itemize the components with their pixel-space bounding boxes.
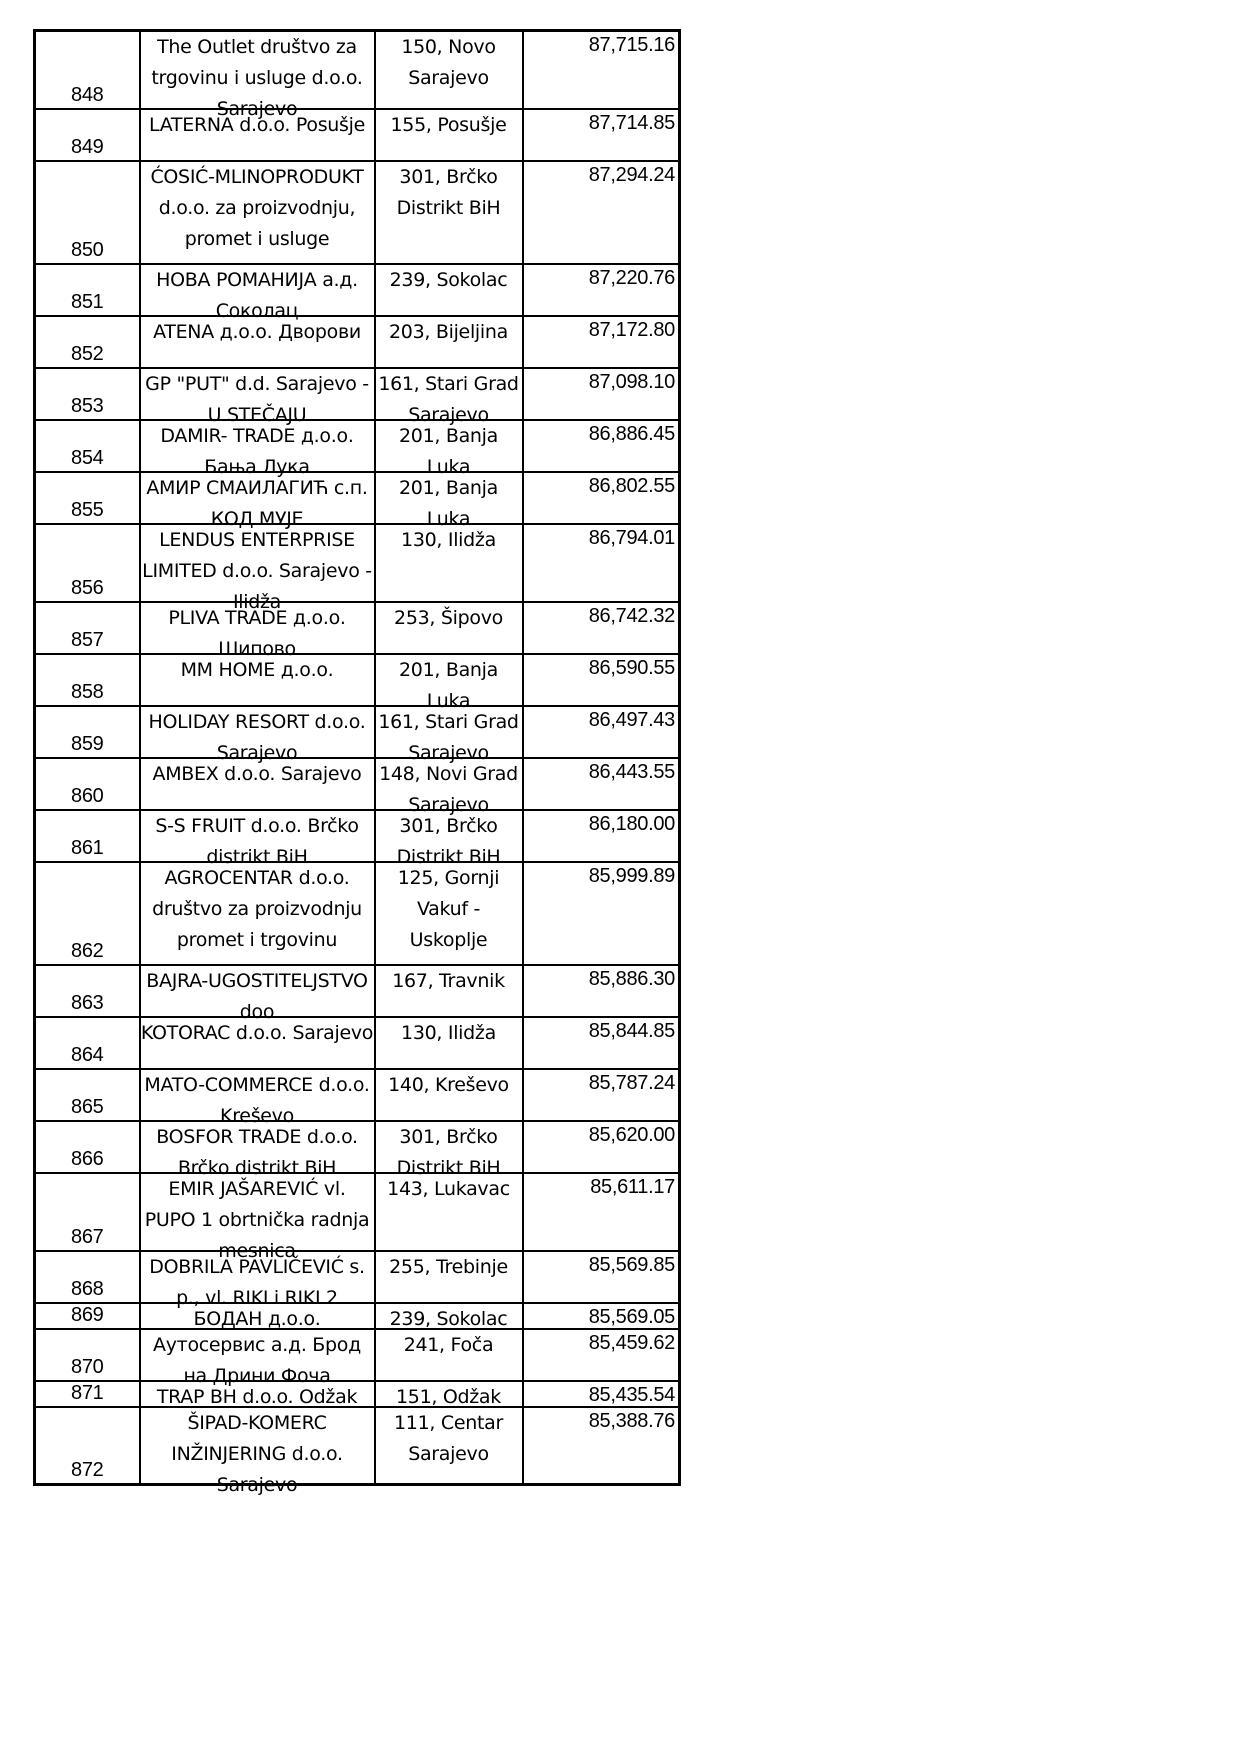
- row-number-cell: [35, 264, 140, 316]
- row-number: 864: [71, 1043, 104, 1066]
- amount: 85,844.85: [588, 1019, 675, 1042]
- table-row: [35, 965, 680, 1017]
- amount: 85,435.54: [588, 1383, 675, 1406]
- amount-cell: [523, 264, 680, 316]
- amount: 87,220.76: [588, 266, 675, 289]
- company-name-cell: [140, 654, 375, 706]
- row-number: 856: [71, 576, 104, 599]
- row-number-cell: [35, 1069, 140, 1121]
- municipality-cell: [375, 161, 523, 264]
- municipality: 151, Odžak: [396, 1385, 501, 1408]
- amount-cell: [523, 368, 680, 420]
- company-name: LATERNA d.o.o. Posušje: [148, 113, 366, 136]
- amount: 85,611.17: [590, 1175, 675, 1198]
- amount-cell: [523, 810, 680, 862]
- company-name: BAJRA-UGOSTITELJSTVO doo: [146, 969, 368, 1023]
- amount: 86,590.55: [588, 656, 675, 679]
- municipality: 155, Posušje: [390, 113, 507, 136]
- table-row: [35, 862, 680, 965]
- company-name: MM HOME д.о.о.: [180, 658, 334, 681]
- row-number: 858: [71, 680, 104, 703]
- row-number-cell: [35, 109, 140, 161]
- municipality: 111, Centar Sarajevo: [394, 1411, 503, 1465]
- amount: 86,742.32: [588, 604, 675, 627]
- municipality: 301, Brčko Distrikt BiH: [396, 1125, 501, 1179]
- company-name-cell: [140, 368, 375, 426]
- municipality: 125, Gornji Vakuf - Uskoplje: [397, 866, 500, 951]
- amount: 85,886.30: [588, 967, 675, 990]
- amount: 86,443.55: [588, 760, 675, 783]
- row-number: 849: [71, 135, 104, 158]
- amount: 87,715.16: [588, 34, 675, 56]
- company-name: The Outlet društvo za trgovinu i usluge d.o.o. Sarajevo: [151, 36, 363, 120]
- row-number: 857: [71, 628, 104, 651]
- amount-cell: [523, 420, 680, 472]
- municipality: 167, Travnik: [392, 969, 505, 992]
- row-number: 855: [71, 498, 104, 521]
- company-name-cell: [140, 161, 375, 264]
- municipality-cell: [375, 758, 523, 816]
- municipality: 201, Banja Luka: [399, 424, 498, 478]
- municipality: 255, Trebinje: [389, 1255, 508, 1278]
- table-row: [35, 316, 680, 368]
- municipality: 130, Ilidža: [401, 528, 496, 551]
- amount-cell: [523, 706, 680, 758]
- amount: 86,802.55: [588, 474, 675, 497]
- table-row: [35, 1407, 680, 1485]
- row-number-cell: [35, 420, 140, 472]
- row-number: 852: [71, 342, 104, 365]
- table-row: [35, 368, 680, 420]
- amount-cell: [523, 472, 680, 524]
- row-number-cell: [35, 654, 140, 706]
- row-number-cell: [35, 1251, 140, 1303]
- row-number-cell: [35, 1407, 140, 1485]
- company-name-cell: [140, 264, 375, 322]
- municipality-cell: [375, 1329, 523, 1381]
- row-number-cell: [35, 810, 140, 862]
- municipality-cell: [375, 420, 523, 478]
- company-name: TRAP BH d.o.o. Odžak: [156, 1385, 358, 1408]
- company-name: EMIR JAŠAREVIĆ vl. PUPO 1 obrtnička radnja mesnica: [144, 1177, 370, 1262]
- row-number-cell: [35, 758, 140, 810]
- amount: 86,886.45: [588, 422, 675, 445]
- row-number: 867: [71, 1225, 104, 1248]
- row-number-cell: [35, 1381, 140, 1407]
- amount-cell: [523, 965, 680, 1017]
- table-row: [35, 1303, 680, 1329]
- amount: 85,569.05: [588, 1305, 675, 1328]
- table-row: [35, 810, 680, 862]
- amount: 86,497.43: [588, 708, 675, 731]
- amount-cell: [523, 602, 680, 654]
- municipality-cell: [375, 1407, 523, 1485]
- row-number: 866: [71, 1147, 104, 1170]
- company-name: ŠIPAD-KOMERC INŽINJERING d.o.o. Sarajevo: [171, 1411, 343, 1496]
- company-name-cell: [140, 810, 375, 868]
- municipality-cell: [375, 31, 523, 109]
- row-number: 848: [71, 83, 104, 106]
- amount-cell: [523, 1251, 680, 1303]
- row-number-cell: [35, 161, 140, 264]
- amount: 86,180.00: [588, 812, 675, 835]
- company-name-cell: [140, 472, 375, 530]
- amount: 85,388.76: [588, 1409, 675, 1432]
- row-number-cell: [35, 1121, 140, 1173]
- municipality-cell: [375, 524, 523, 602]
- table-row: [35, 1017, 680, 1069]
- row-number: 865: [71, 1095, 104, 1118]
- municipality-cell: [375, 654, 523, 712]
- row-number: 863: [71, 991, 104, 1014]
- company-name: BOSFOR TRADE d.o.o. Brčko distrikt BiH: [156, 1125, 358, 1179]
- company-name: S-S FRUIT d.o.o. Brčko distrikt BiH: [155, 814, 359, 868]
- municipality: 253, Šipovo: [394, 606, 503, 629]
- municipality-cell: [375, 965, 523, 1017]
- company-name: KOTORAC d.o.o. Sarajevo: [140, 1021, 374, 1044]
- row-number-cell: [35, 862, 140, 965]
- row-number-cell: [35, 965, 140, 1017]
- company-name: HOLIDAY RESORT d.o.o. Sarajevo: [148, 710, 366, 764]
- row-number-cell: [35, 602, 140, 654]
- amount: 85,459.62: [588, 1331, 675, 1354]
- municipality-cell: [375, 706, 523, 764]
- municipality-cell: [375, 368, 523, 426]
- municipality: 148, Novi Grad Sarajevo: [379, 762, 518, 816]
- company-name-cell: [140, 965, 375, 1023]
- amount-cell: [523, 862, 680, 965]
- municipality: 130, Ilidža: [401, 1021, 496, 1044]
- amount: 85,787.24: [588, 1071, 675, 1094]
- amount-cell: [523, 109, 680, 161]
- company-name: БОДАН д.о.о.: [193, 1307, 321, 1330]
- company-name-cell: [140, 1069, 375, 1127]
- company-name: GP "PUT" d.d. Sarajevo - U STEČAJU: [145, 372, 369, 426]
- row-number: 870: [71, 1355, 104, 1378]
- municipality-cell: [375, 316, 523, 368]
- company-list-table: [33, 29, 681, 1496]
- company-name: LENDUS ENTERPRISE LIMITED d.o.o. Sarajevo - Ilidža: [142, 528, 372, 613]
- table-row: [35, 654, 680, 706]
- municipality-cell: [375, 862, 523, 965]
- table-row: [35, 1251, 680, 1303]
- company-name-cell: [140, 758, 375, 810]
- municipality-cell: [375, 1069, 523, 1121]
- company-name: DAMIR- TRADE д.о.о. Бања Лука: [160, 424, 354, 478]
- company-name: AMBEX d.o.o. Sarajevo: [152, 762, 362, 785]
- table-row: [35, 264, 680, 316]
- amount: 85,569.85: [588, 1253, 675, 1276]
- row-number-cell: [35, 1329, 140, 1381]
- company-name-cell: [140, 706, 375, 764]
- row-number: 869: [71, 1303, 104, 1326]
- amount-cell: [523, 316, 680, 368]
- company-name-cell: [140, 1381, 375, 1407]
- municipality: 161, Stari Grad Sarajevo: [378, 710, 519, 764]
- row-number: 872: [71, 1459, 104, 1481]
- amount-cell: [523, 1381, 680, 1407]
- municipality: 241, Foča: [403, 1333, 494, 1356]
- table-row: [35, 109, 680, 161]
- row-number: 871: [71, 1381, 104, 1404]
- table-row: [35, 420, 680, 472]
- amount-cell: [523, 1407, 680, 1485]
- municipality-cell: [375, 1251, 523, 1303]
- company-name-cell: [140, 1407, 375, 1496]
- municipality: 143, Lukavac: [387, 1177, 510, 1200]
- company-name: АМИР СМАИЛАГИЋ с.п. КОД МУЈЕ: [146, 476, 368, 530]
- row-number-cell: [35, 368, 140, 420]
- row-number-cell: [35, 472, 140, 524]
- company-name: AGROCENTAR d.o.o. društvo za proizvodnju promet i trgovinu: [152, 866, 362, 951]
- company-name-cell: [140, 524, 375, 613]
- municipality-cell: [375, 1303, 523, 1329]
- municipality: 203, Bijeljina: [389, 320, 508, 343]
- table-row: [35, 1329, 680, 1381]
- table-row: [35, 758, 680, 810]
- amount-cell: [523, 654, 680, 706]
- row-number: 868: [71, 1277, 104, 1300]
- municipality-cell: [375, 1173, 523, 1251]
- amount: 85,999.89: [588, 864, 675, 887]
- amount-cell: [523, 1329, 680, 1381]
- table-row: [35, 524, 680, 602]
- company-name-cell: [140, 1017, 375, 1069]
- amount-cell: [523, 758, 680, 810]
- municipality-cell: [375, 264, 523, 316]
- row-number: 860: [71, 784, 104, 807]
- row-number-cell: [35, 1303, 140, 1329]
- municipality: 201, Banja Luka: [399, 658, 498, 712]
- amount: 87,294.24: [588, 163, 675, 186]
- row-number-cell: [35, 706, 140, 758]
- company-name: ĆOSIĆ-MLINOPRODUKT d.o.o. za proizvodnju, promet i usluge: [150, 165, 364, 250]
- company-name-cell: [140, 109, 375, 161]
- municipality-cell: [375, 1381, 523, 1407]
- amount: 87,172.80: [588, 318, 675, 341]
- municipality-cell: [375, 109, 523, 161]
- table-row: [35, 1069, 680, 1121]
- company-name-cell: [140, 1251, 375, 1309]
- row-number-cell: [35, 31, 140, 109]
- company-name: PLIVA TRADE д.о.о. Шипово: [168, 606, 346, 660]
- row-number: 861: [71, 836, 104, 859]
- row-number: 851: [71, 290, 104, 313]
- table-row: [35, 602, 680, 654]
- company-list-body: [35, 31, 680, 1496]
- municipality: 239, Sokolac: [389, 1307, 508, 1330]
- municipality-cell: [375, 1017, 523, 1069]
- row-number-cell: [35, 524, 140, 602]
- table-row: [35, 31, 680, 109]
- row-number: 850: [71, 238, 104, 261]
- municipality-cell: [375, 1121, 523, 1179]
- company-name: MATO-COMMERCE d.o.o. Kreševo: [144, 1073, 370, 1127]
- company-name-cell: [140, 602, 375, 660]
- row-number-cell: [35, 1173, 140, 1251]
- row-number: 859: [71, 732, 104, 755]
- amount-cell: [523, 31, 680, 109]
- amount: 87,714.85: [588, 111, 675, 134]
- company-name-cell: [140, 316, 375, 368]
- company-name: ATENA д.о.о. Дворови: [153, 320, 361, 343]
- amount-cell: [523, 1121, 680, 1173]
- municipality: 201, Banja Luka: [399, 476, 498, 530]
- row-number: 854: [71, 446, 104, 469]
- table-row: [35, 1381, 680, 1407]
- municipality-cell: [375, 602, 523, 654]
- table-row: [35, 161, 680, 264]
- company-name: НОВА РОМАНИЈА а.д. Соколац: [156, 268, 358, 322]
- company-name-cell: [140, 1329, 375, 1387]
- amount: 86,794.01: [588, 526, 675, 549]
- municipality-cell: [375, 810, 523, 868]
- row-number-cell: [35, 316, 140, 368]
- row-number-cell: [35, 1017, 140, 1069]
- table-row: [35, 472, 680, 524]
- table-row: [35, 1121, 680, 1173]
- company-name-cell: [140, 420, 375, 478]
- amount: 87,098.10: [588, 370, 675, 393]
- row-number: 853: [71, 394, 104, 417]
- company-name: Аутосервис а.д. Брод на Дрини Фоча: [153, 1333, 361, 1387]
- company-name: DOBRILA PAVLIČEVIĆ s. p., vl. RIKI i RIKI 2: [149, 1255, 365, 1309]
- table-row: [35, 706, 680, 758]
- municipality: 301, Brčko Distrikt BiH: [396, 165, 501, 219]
- municipality-cell: [375, 472, 523, 530]
- municipality: 239, Sokolac: [389, 268, 508, 291]
- municipality: 140, Kreševo: [388, 1073, 509, 1096]
- amount: 85,620.00: [588, 1123, 675, 1146]
- company-name-cell: [140, 1173, 375, 1262]
- municipality: 301, Brčko Distrikt BiH: [396, 814, 501, 868]
- amount-cell: [523, 161, 680, 264]
- company-name-cell: [140, 1121, 375, 1179]
- amount-cell: [523, 1303, 680, 1329]
- company-name-cell: [140, 31, 375, 120]
- municipality: 161, Stari Grad Sarajevo: [378, 372, 519, 426]
- company-name-cell: [140, 1303, 375, 1329]
- amount-cell: [523, 1173, 680, 1251]
- row-number: 862: [71, 939, 104, 962]
- table-row: [35, 1173, 680, 1251]
- amount-cell: [523, 524, 680, 602]
- amount-cell: [523, 1017, 680, 1069]
- amount-cell: [523, 1069, 680, 1121]
- company-name-cell: [140, 862, 375, 965]
- municipality: 150, Novo Sarajevo: [401, 36, 496, 89]
